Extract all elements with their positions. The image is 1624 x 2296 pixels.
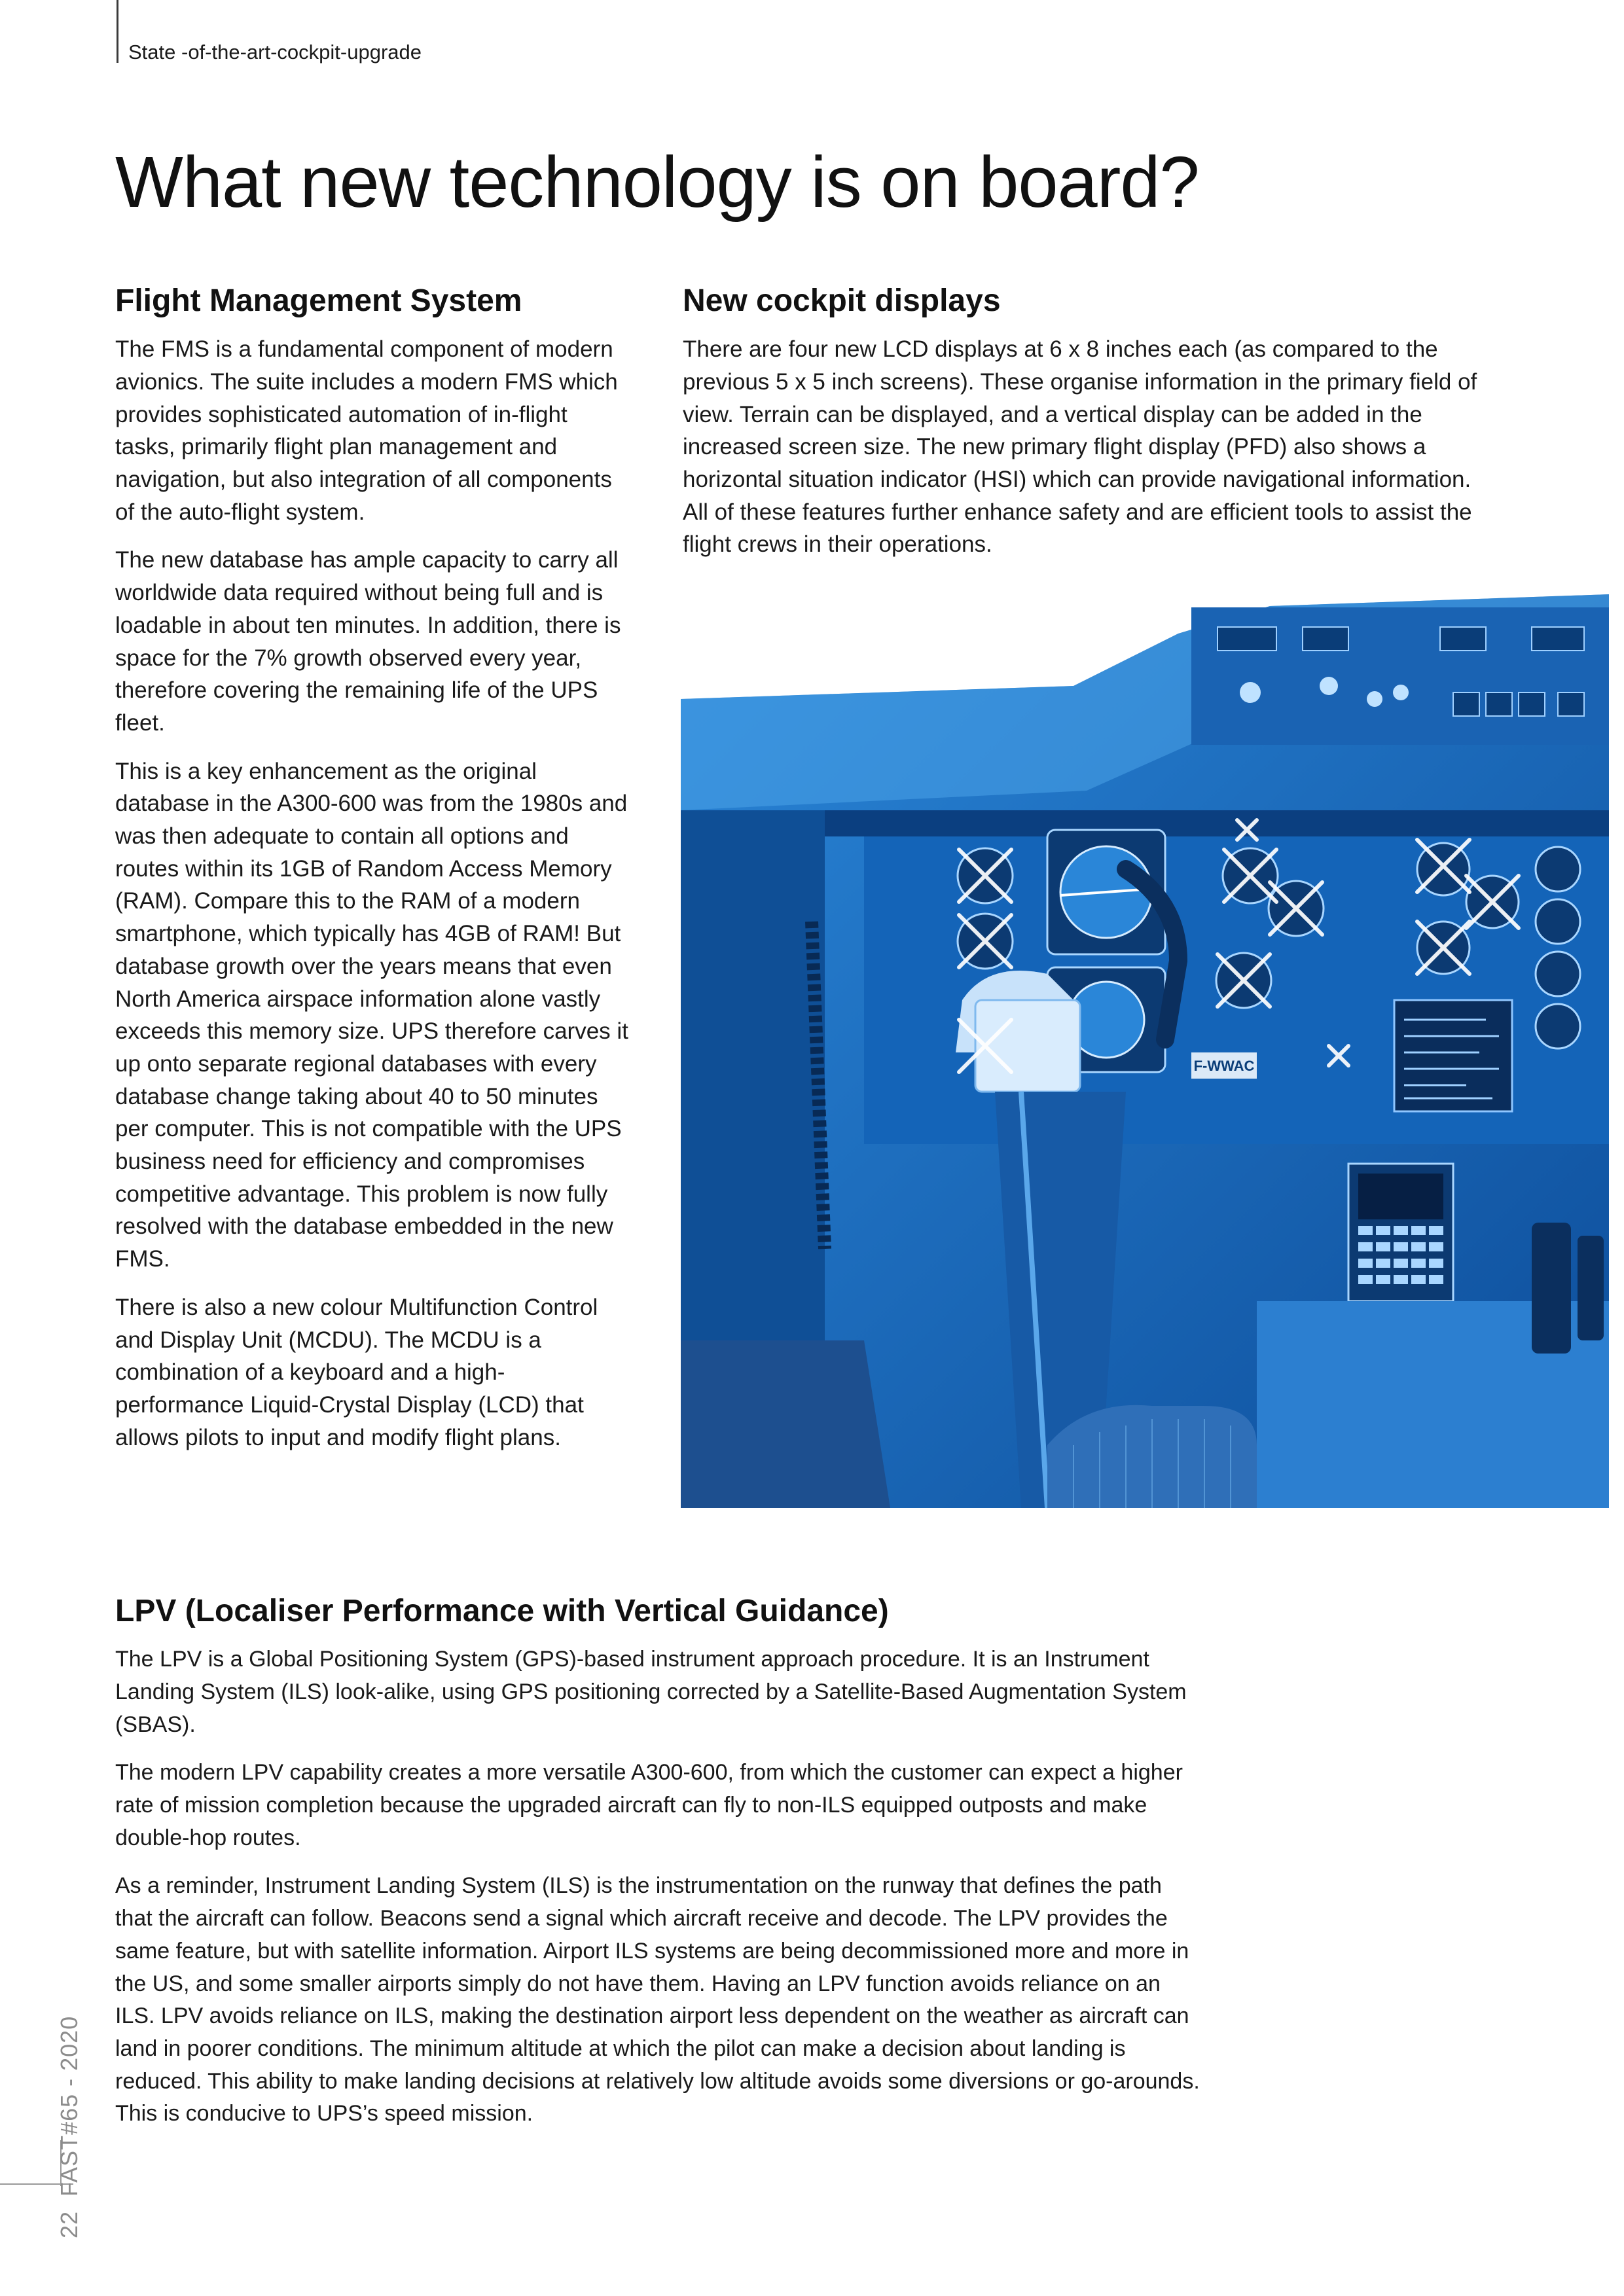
page-number: 22 [56,2210,82,2238]
displays-paragraph: There are four new LCD displays at 6 x 8 inches each (as compared to the previous 5 x 5 inch screens). These organise information in the primary field of view. Terrain can be displayed, and a vertical display can be added in the increased screen size. The new primary flight display (PFD) also shows a horizontal situation indicator (HSI) which can provide navigational information. All of these features further enhance safety and are efficient tools to assist the flight crews in their operations. [683,336,1477,558]
fms-paragraph: The FMS is a fundamental component of modern avionics. The suite includes a modern FMS which provides sophisticated automation of in-flight tasks, primarily flight plan management and navigation, but also integration of all components of the auto-flight system. [115,336,618,525]
lpv-section [115,1593,1202,2146]
displays-heading: New cockpit displays [683,283,1001,318]
page-title: What new technology is on board? [115,142,1199,223]
cockpit-image [681,594,1609,1508]
lpv-heading: LPV (Localiser Performance with Vertical Guidance) [115,1594,889,1628]
fms-section [115,283,632,1469]
fms-heading: Flight Management System [115,283,522,318]
registration-placard: F-WWAC [1193,1058,1255,1074]
header-rule [117,0,118,63]
page-folio [56,2016,83,2238]
breadcrumb: State -of-the-art-cockpit-upgrade [128,41,422,63]
fms-paragraph: The new database has ample capacity to carry all worldwide data required without being full and is loadable in about ten minutes. In addition, there is space for the 7% growth observed every year, therefore covering the remaining life of the UPS fleet. [115,547,621,736]
issue-label: FAST#65 - 2020 [56,2015,82,2197]
lpv-paragraph: As a reminder, Instrument Landing System (ILS) is the instrumentation on the runway that defines the path that the aircraft can follow. Beacons send a signal which aircraft receive and decode. The LPV provides the same feature, but with satellite information. Airport ILS systems are being decommissioned more and more in the US, and some smaller airports simply do not have them. Having an LPV function avoids reliance on an ILS. LPV avoids reliance on ILS, making the destination airport less dependent on the weather as aircraft can land in poorer conditions. The minimum altitude at which the pilot can make a decision about landing is reduced. This ability to make landing decisions at relatively low altitude avoids some diversions or go-arounds. This is conducive to UPS’s speed mission. [115,1873,1200,2126]
fms-paragraph: This is a key enhancement as the original database in the A300-600 was from the 1980s and was then adequate to contain all options and routes within its 1GB of Random Access Memory (RAM). Compare this to the RAM of a modern smartphone, which typically has 4GB of RAM! But database growth over the years means that even North America airspace information alone vastly exceeds this memory size. UPS therefore carves it up onto separate regional databases with every database change taking about 40 to 50 minutes per computer. This is not compatible with the UPS business need for efficiency and compromises competitive advantage. This problem is now fully resolved with the database embedded in the new FMS. [115,758,628,1272]
displays-section [683,283,1494,577]
lpv-paragraph: The modern LPV capability creates a more versatile A300-600, from which the customer can expect a higher rate of mission completion because the upgraded aircraft can fly to non-ILS equipped outposts and make double-hop routes. [115,1760,1183,1850]
fms-paragraph: There is also a new colour Multifunction Control and Display Unit (MCDU). The MCDU is a combination of a keyboard and a high-performance Liquid-Crystal Display (LCD) that allows pilots to input and modify flight plans. [115,1294,598,1450]
lpv-paragraph: The LPV is a Global Positioning System (GPS)-based instrument approach procedure. It is an Instrument Landing System (ILS) look-alike, using GPS positioning corrected by a Satellite-Based Augmentation System (SBAS). [115,1647,1187,1737]
